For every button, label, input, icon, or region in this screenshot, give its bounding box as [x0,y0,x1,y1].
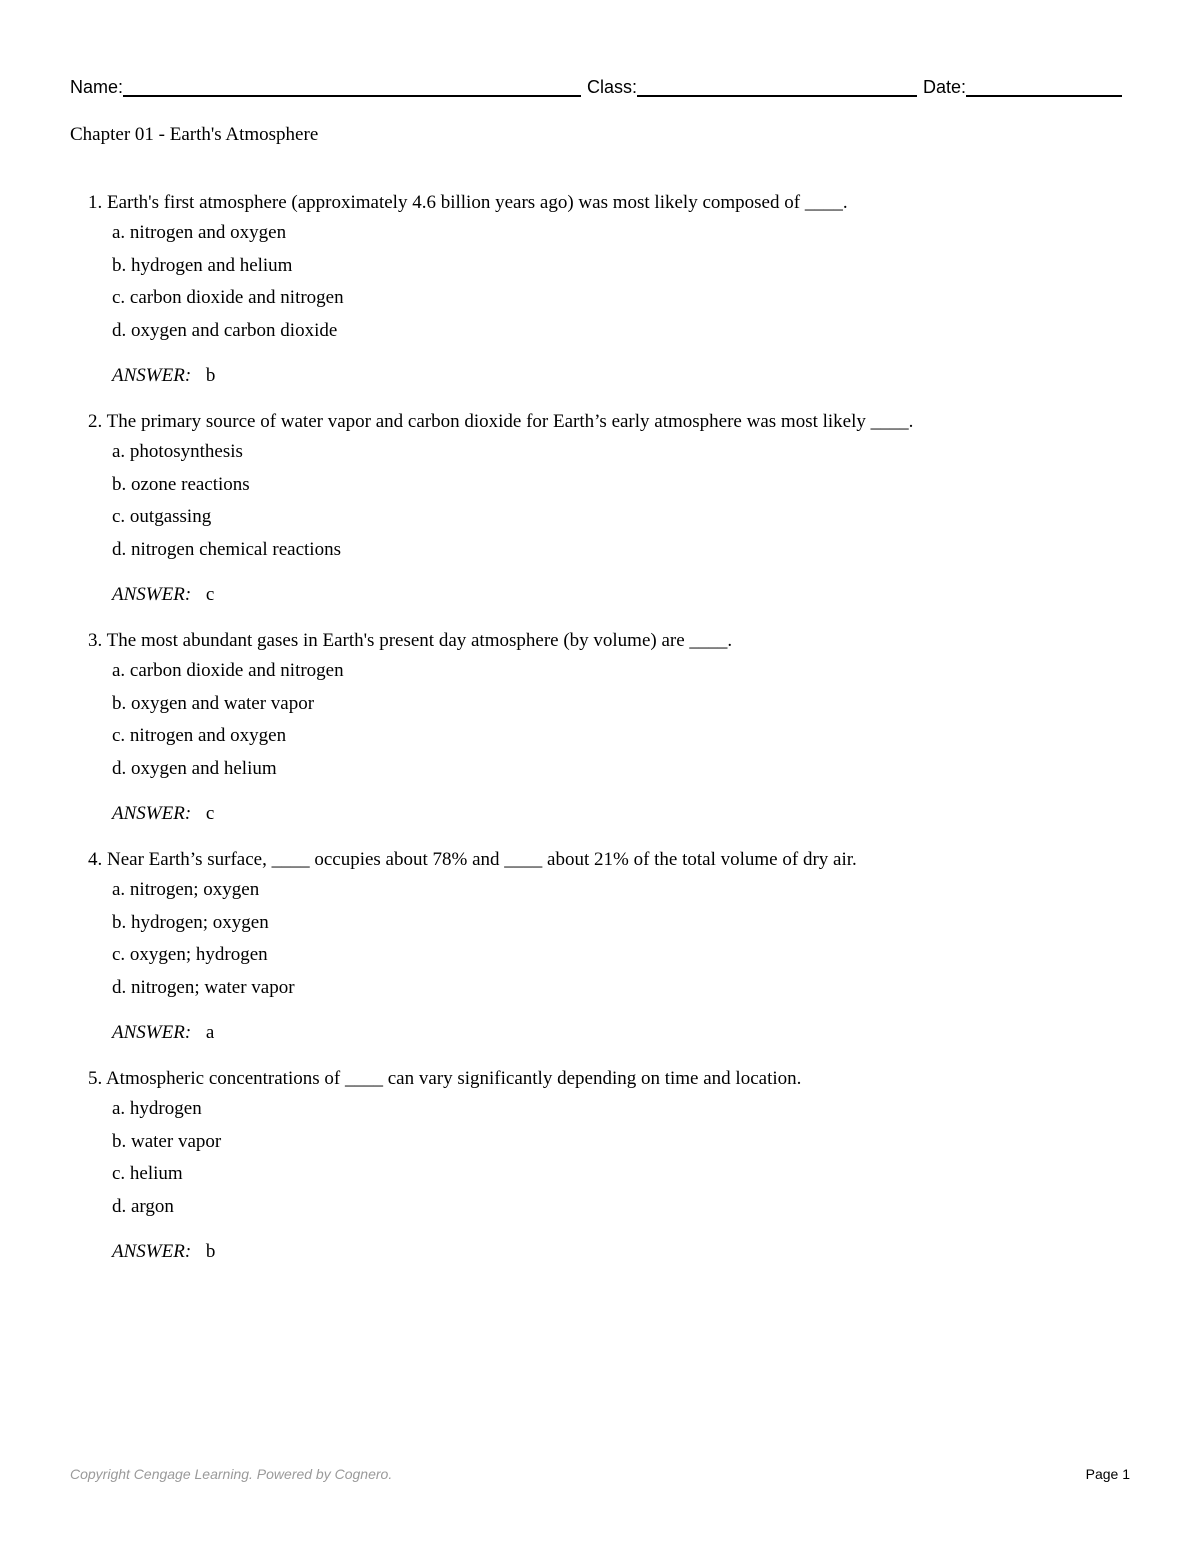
choice-a: a. nitrogen and oxygen [112,222,287,243]
question-prompt: The most abundant gases in Earth's present day atmosphere (by volume) are ____. [106,630,733,651]
question-item [88,407,1148,616]
choice-b: b. water vapor [112,1130,222,1152]
choice-c: c. oxygen; hydrogen [112,944,268,965]
question-number: 4. [88,849,103,870]
student-info-header [70,70,1130,98]
choice-a: a. photosynthesis [112,441,243,462]
choice-d: d. oxygen and carbon dioxide [112,319,338,341]
question-text [88,1064,1148,1093]
choice-b: b. oxygen and water vapor [112,692,315,714]
answer-value: a [205,1022,215,1043]
copyright-notice: Copyright Cengage Learning. Powered by Cognero. [70,1466,393,1482]
question-item [88,626,1148,835]
name-label: Name: [70,77,124,97]
question-number: 3. [88,630,103,651]
answer-label: ANSWER: [112,1022,192,1043]
choice-b: b. ozone reactions [112,473,250,495]
answer-line [88,1018,1148,1048]
question-prompt: Atmospheric concentrations of ____ can vary significantly depending on time and location. [105,1068,802,1089]
choice-c: c. nitrogen and oxygen [112,725,287,746]
choice-b: b. hydrogen; oxygen [112,911,269,933]
name-field-line[interactable] [123,75,581,97]
answer-line [88,580,1148,610]
choice-c: c. outgassing [112,506,212,527]
question-item [88,845,1148,1054]
answer-label: ANSWER: [112,584,192,605]
class-label: Class: [587,77,638,97]
question-list [88,188,1148,1283]
question-prompt: The primary source of water vapor and carbon dioxide for Earth’s early atmosphere was most likely ____. [106,411,914,432]
class-field-line[interactable] [637,75,917,97]
answer-line [88,799,1148,829]
choice-a: a. nitrogen; oxygen [112,879,260,900]
choice-d: d. nitrogen; water vapor [112,976,295,998]
choice-c: c. helium [112,1163,183,1184]
question-text [88,845,1148,874]
question-prompt: Earth's first atmosphere (approximately 4.6 billion years ago) was most likely composed of ____. [107,192,848,213]
page-number: Page 1 [1085,1466,1130,1482]
choice-d: d. oxygen and helium [112,757,277,779]
choice-c: c. carbon dioxide and nitrogen [112,287,344,308]
question-text [88,407,1148,436]
question-prompt: Near Earth’s surface, ____ occupies about 78% and ____ about 21% of the total volume of dry air. [107,849,857,870]
choice-d: d. nitrogen chemical reactions [112,538,341,560]
answer-value: c [205,803,215,824]
answer-line [88,1237,1148,1267]
choice-a: a. hydrogen [112,1098,202,1119]
question-number: 5. [88,1068,103,1089]
answer-line [88,361,1148,391]
date-field-line[interactable] [966,75,1122,97]
choice-b: b. hydrogen and helium [112,254,293,276]
choice-d: d. argon [112,1195,174,1217]
question-text [88,626,1148,655]
choice-a: a. carbon dioxide and nitrogen [112,660,344,681]
question-number: 2. [88,411,103,432]
question-item [88,1064,1148,1273]
question-item [88,188,1148,397]
answer-value: c [205,584,215,605]
question-text [88,188,1148,217]
chapter-title: Chapter 01 - Earth's Atmosphere [70,124,319,145]
answer-value: b [205,1241,216,1262]
question-number: 1. [88,192,103,213]
date-label: Date: [923,77,967,97]
answer-label: ANSWER: [112,803,192,824]
answer-label: ANSWER: [112,365,192,386]
answer-label: ANSWER: [112,1241,192,1262]
answer-value: b [205,365,216,386]
